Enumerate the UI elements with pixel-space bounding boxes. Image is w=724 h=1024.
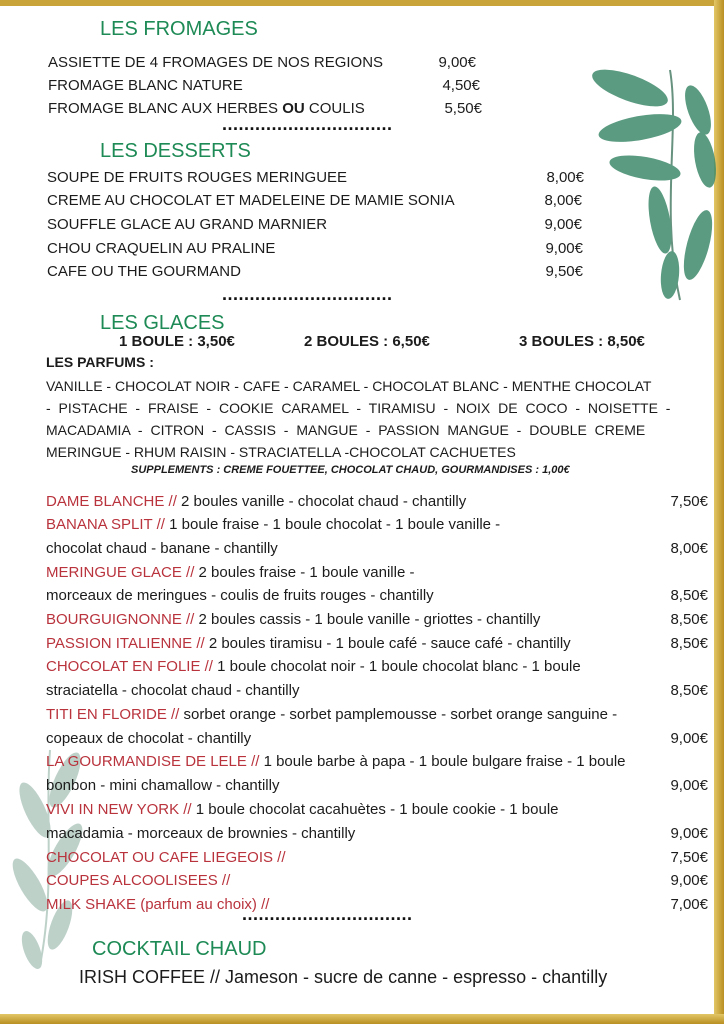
dessert-price-5: 9,50€: [545, 263, 583, 280]
coupe-price-4: 8,50€: [670, 611, 708, 628]
coupe-price-12: 7,00€: [670, 896, 708, 913]
coupe-banana-split-desc2: chocolat chaud - banane - chantilly: [46, 540, 278, 557]
boule-price-2: 2 BOULES : 6,50€: [304, 333, 430, 350]
coupe-vivi-in-new-york-desc2: macadamia - morceaux de brownies - chantilly: [46, 825, 356, 842]
parfums-line-3: MACADAMIA - CITRON - CASSIS - MANGUE - PASSION MANGUE - DOUBLE CREME: [46, 422, 646, 438]
dessert-item-1: SOUPE DE FRUITS ROUGES MERINGUEE: [47, 169, 348, 186]
parfums-line-4: MERINGUE - RHUM RAISIN - STRACIATELLA -CHOCOLAT CACHUETES: [46, 444, 516, 460]
coupe-price-6: 8,50€: [670, 682, 708, 699]
glaces-heading: LES GLACES: [100, 312, 225, 334]
coupe-vivi-in-new-york: VIVI IN NEW YORK // 1 boule chocolat cacahuètes - 1 boule cookie - 1 boule: [46, 801, 559, 818]
dessert-item-5: CAFE OU THE GOURMAND: [47, 263, 241, 280]
coupe-banana-split: BANANA SPLIT // 1 boule fraise - 1 boule chocolat - 1 boule vanille -: [46, 516, 501, 533]
coupe-price-10: 7,50€: [670, 849, 708, 866]
coupe-dame-blanche: DAME BLANCHE // 2 boules vanille - chocolat chaud - chantilly: [46, 493, 467, 510]
coupe-price-1: 7,50€: [670, 493, 708, 510]
cocktail-irish-coffee: IRISH COFFEE // Jameson - sucre de canne - espresso - chantilly: [79, 967, 608, 987]
coupe-price-11: 9,00€: [670, 872, 708, 889]
desserts-heading: LES DESSERTS: [100, 140, 251, 162]
fromage-item-2: FROMAGE BLANC NATURE: [48, 77, 243, 94]
coupe-meringue-glace-desc2: morceaux de meringues - coulis de fruits rouges - chantilly: [46, 587, 434, 604]
fromage-price-3: 5,50€: [444, 100, 482, 117]
dessert-price-2: 8,00€: [544, 192, 582, 209]
parfums-line-1: VANILLE - CHOCOLAT NOIR - CAFE - CARAMEL - CHOCOLAT BLANC - MENTHE CHOCOLAT: [46, 378, 652, 394]
dessert-price-1: 8,00€: [546, 169, 584, 186]
fromage-price-1: 9,00€: [438, 54, 476, 71]
separator-3: ...............................: [242, 904, 413, 924]
fromage-item-1: ASSIETTE DE 4 FROMAGES DE NOS REGIONS: [48, 54, 384, 71]
coupe-gourmandise-de-lele: LA GOURMANDISE DE LELE // 1 boule barbe à papa - 1 boule bulgare fraise - 1 boule: [46, 753, 626, 770]
separator-1: ...............................: [222, 114, 393, 134]
coupe-chocolat-en-folie-desc2: straciatella - chocolat chaud - chantilly: [46, 682, 300, 699]
coupe-price-9: 9,00€: [670, 825, 708, 842]
separator-2: ...............................: [222, 284, 393, 304]
dessert-item-4: CHOU CRAQUELIN AU PRALINE: [47, 240, 276, 257]
coupe-gourmandise-de-lele-desc2: bonbon - mini chamallow - chantilly: [46, 777, 280, 794]
supplements-note: SUPPLEMENTS : CREME FOUETTEE, CHOCOLAT CHAUD, GOURMANDISES : 1,00€: [131, 464, 570, 476]
coupe-price-8: 9,00€: [670, 777, 708, 794]
coupe-coupes-alcoolisees: COUPES ALCOOLISEES //: [46, 872, 231, 889]
boule-price-1: 1 BOULE : 3,50€: [119, 333, 235, 350]
parfums-label: LES PARFUMS :: [46, 354, 154, 370]
fromage-item-3: FROMAGE BLANC AUX HERBES OU COULIS: [48, 100, 365, 117]
coupe-passion-italienne: PASSION ITALIENNE // 2 boules tiramisu - 1 boule café - sauce café - chantilly: [46, 635, 571, 652]
fromages-heading: LES FROMAGES: [100, 18, 258, 40]
coupe-milk-shake: MILK SHAKE (parfum au choix) //: [46, 896, 270, 913]
coupe-meringue-glace: MERINGUE GLACE // 2 boules fraise - 1 boule vanille -: [46, 564, 415, 581]
coupe-price-3: 8,50€: [670, 587, 708, 604]
dessert-price-4: 9,00€: [545, 240, 583, 257]
coupe-titi-en-floride-desc2: copeaux de chocolat - chantilly: [46, 730, 252, 747]
gold-frame-top: [0, 0, 724, 6]
parfums-line-2: - PISTACHE - FRAISE - COOKIE CARAMEL - TIRAMISU - NOIX DE COCO - NOISETTE -: [46, 400, 671, 416]
dessert-price-3: 9,00€: [544, 216, 582, 233]
boule-price-3: 3 BOULES : 8,50€: [519, 333, 645, 350]
coupe-price-2: 8,00€: [670, 540, 708, 557]
dessert-item-2: CREME AU CHOCOLAT ET MADELEINE DE MAMIE SONIA: [47, 192, 455, 209]
coupe-titi-en-floride: TITI EN FLORIDE // sorbet orange - sorbet pamplemousse - sorbet orange sanguine -: [46, 706, 618, 723]
gold-frame-bottom: [0, 1014, 724, 1024]
fromage-price-2: 4,50€: [442, 77, 480, 94]
coupe-chocolat-en-folie: CHOCOLAT EN FOLIE // 1 boule chocolat noir - 1 boule chocolat blanc - 1 boule: [46, 658, 581, 675]
coupe-price-5: 8,50€: [670, 635, 708, 652]
coupe-chocolat-ou-cafe-liegeois: CHOCOLAT OU CAFE LIEGEOIS //: [46, 849, 286, 866]
cocktail-heading: COCKTAIL CHAUD: [92, 938, 267, 960]
dessert-item-3: SOUFFLE GLACE AU GRAND MARNIER: [47, 216, 328, 233]
coupe-bourguignonne: BOURGUIGNONNE // 2 boules cassis - 1 boule vanille - griottes - chantilly: [46, 611, 541, 628]
coupe-price-7: 9,00€: [670, 730, 708, 747]
